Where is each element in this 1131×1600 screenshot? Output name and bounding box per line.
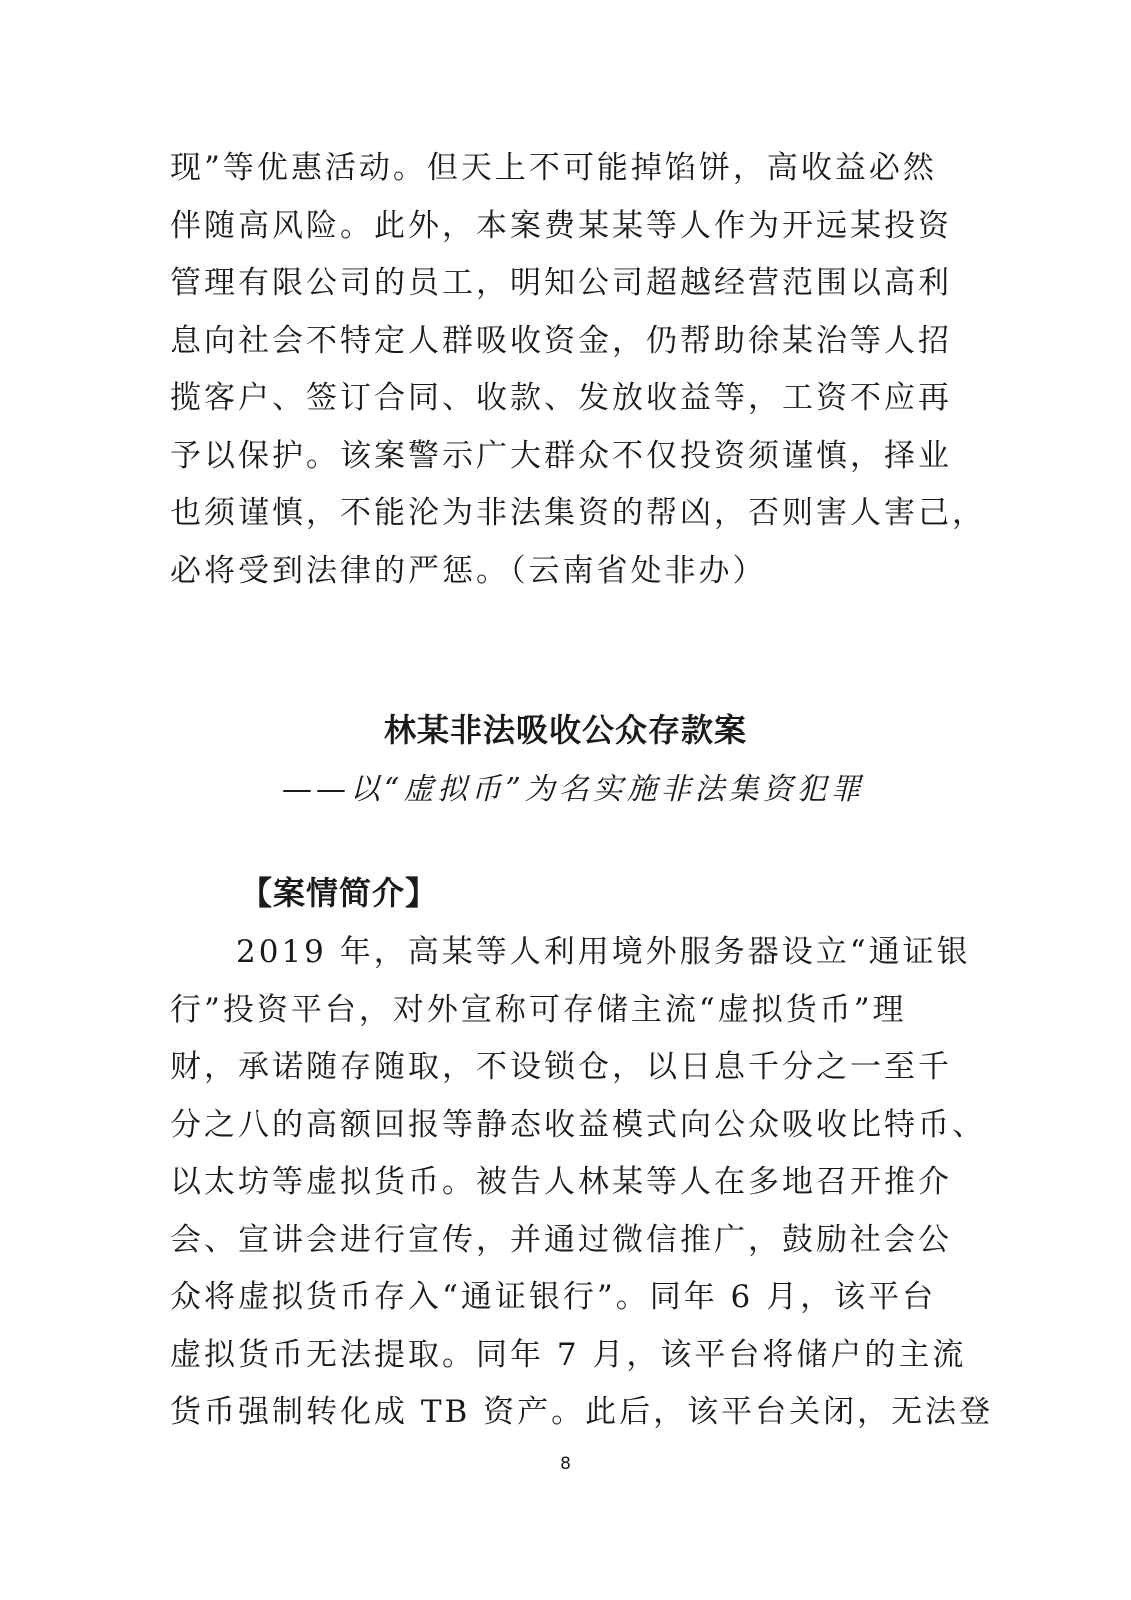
section-heading-case-summary: 【案情简介】 xyxy=(240,874,439,912)
paragraph-line: 揽客户、签订合同、收款、发放收益等，工资不应再 xyxy=(170,380,952,416)
paragraph-line: 息向社会不特定人群吸收资金，仍帮助徐某治等人招 xyxy=(170,322,952,359)
case-title: 林某非法吸收公众存款案 xyxy=(383,711,747,749)
paragraph-line: 以太坊等虚拟货币。被告人林某等人在多地召开推介 xyxy=(170,1164,952,1200)
paragraph-line: 货币强制转化成 TB 资产。此后，该平台关闭，无法登 xyxy=(170,1394,994,1430)
case-summary-paragraph xyxy=(170,924,994,1442)
previous-case-conclusion xyxy=(170,140,986,600)
paragraph-line: 众将虚拟货币存入“通证银行”。同年 6 月，该平台 xyxy=(170,1279,937,1315)
paragraph-line: 必将受到法律的严惩。（云南省处非办） xyxy=(170,552,767,589)
paragraph-line: 现”等优惠活动。但天上不可能掉馅饼，高收益必然 xyxy=(170,150,937,186)
paragraph-line: 财，承诺随存随取，不设锁仓，以日息千分之一至千 xyxy=(170,1049,952,1085)
paragraph-line: 也须谨慎，不能沦为非法集资的帮凶，否则害人害己， xyxy=(170,495,986,531)
paragraph-line: 分之八的高额回报等静态收益模式向公众吸收比特币、 xyxy=(170,1106,986,1143)
paragraph-line: 会、宣讲会进行宣传，并通过微信推广，鼓励社会公 xyxy=(170,1221,952,1258)
paragraph-line: 管理有限公司的员工，明知公司超越经营范围以高利 xyxy=(170,265,952,301)
case-subtitle: ——以“虚拟币”为名实施非法集资犯罪 xyxy=(282,772,865,807)
paragraph-line: 虚拟货币无法提取。同年 7 月，该平台将储户的主流 xyxy=(170,1336,967,1373)
paragraph-line: 伴随高风险。此外，本案费某某等人作为开远某投资 xyxy=(170,207,952,244)
paragraph-line: 予以保护。该案警示广大群众不仅投资须谨慎，择业 xyxy=(170,437,952,474)
page-number: 8 xyxy=(560,1454,571,1474)
paragraph-line: 2019 年，高某等人利用境外服务器设立“通证银 xyxy=(236,934,971,970)
paragraph-line: 行”投资平台，对外宣称可存储主流“虚拟货币”理 xyxy=(170,991,907,1028)
